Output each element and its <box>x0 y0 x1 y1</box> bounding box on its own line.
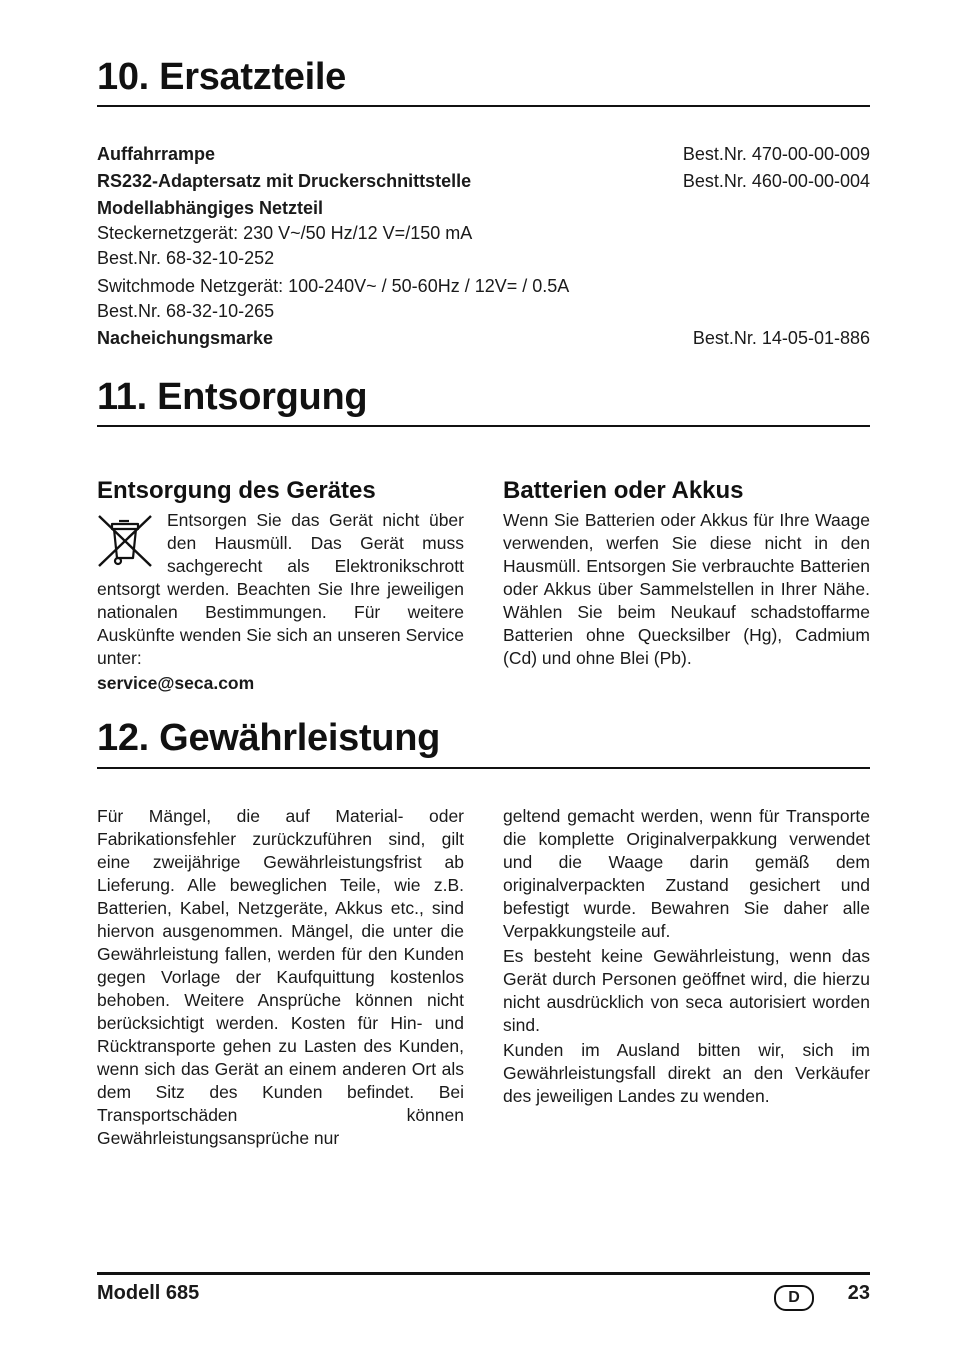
part-name: Modellabhängiges Netzteil <box>97 198 324 218</box>
section-11-title: 11. Entsorgung <box>97 376 368 418</box>
section-12-rule <box>97 767 870 769</box>
section-11-rule <box>97 425 870 427</box>
part-order-number: Best.Nr. 470-00-00-009 <box>682 144 870 164</box>
part-name: RS232-Adaptersatz mit Druckerschnittstelle <box>97 171 472 191</box>
part-order-number: Best.Nr. 460-00-00-004 <box>682 171 870 191</box>
icon-float-spacer <box>97 509 167 577</box>
language-badge: D <box>774 1285 814 1311</box>
part-order-number: Best.Nr. 14-05-01-886 <box>692 328 870 348</box>
section-10-title: 10. Ersatzteile <box>97 56 346 98</box>
disposal-text: Entsorgen Sie das Gerät nicht über den Hausmüll. Das Gerät muss sachgerecht als Elektronikschrott entsorgt werden. Beachten Sie Ihre jeweiligen nationalen Bestimmungen. Für weitere Auskünfte wenden Sie sich an unseren Service unter: service@seca.com <box>97 510 464 693</box>
section-12-title: 12. Gewährleistung <box>97 717 441 759</box>
part-name: Nacheichungsmarke <box>97 328 274 348</box>
warranty-text-right: geltend gemacht werden, wenn für Transporte die komplette Originalverpakkung verwendet und die Waage darin gemäß dem originalverpackten Zustand gesichert und befestigt wurde. Bewahren Sie daher alle Verpakkungsteile auf. Es besteht keine Gewährleistung, wenn das Gerät durch Personen geöffnet wird, die hierzu nicht ausdrücklich von seca autorisiert worden sind. Kunden im Ausland bitten wir, sich im Gewährleistungsfall direkt an den Verkäufer des jeweiligen Landes zu wenden. <box>503 806 870 1106</box>
part-name: Auffahrrampe <box>97 144 216 164</box>
battery-text: Wenn Sie Batterien oder Akkus für Ihre Waage verwenden, werfen Sie diese nicht in den Hausmüll. Entsorgen Sie verbrauchte Batterien oder Akkus über Sammelstellen in Ihrer Nähe. Wählen Sie beim Neukauf schadstoffarme Batterien ohne Quecksilber (Hg), Cadmium (Cd) und ohne Blei (Pb). <box>503 510 870 668</box>
footer-model: Modell 685 <box>97 1282 200 1304</box>
footer-rule <box>97 1272 870 1275</box>
disposal-heading: Entsorgung des Gerätes <box>97 477 376 504</box>
service-email[interactable]: service@seca.com <box>97 673 255 693</box>
page-number: 23 <box>847 1282 870 1304</box>
warranty-text-left: Für Mängel, die auf Material- oder Fabrikationsfehler zurückzuführen sind, gilt eine zweijährige Gewährleistungsfrist ab Lieferung. Alle beweglichen Teile, wie z.B. Batterien, Kabel, Netzgeräte, Akkus etc., sind hiervon ausgenommen. Mängel, die unter die Gewährleistung fallen, werden für den Kunden gegen Vorlage der Kaufquittung kostenlos behoben. Weitere Ansprüche können nicht berücksichtigt werden. Kosten für Hin- und Rücktransporte gehen zu Lasten des Kunden, wenn sich das Gerät an einem anderen Ort als dem Sitz des Kunden befindet. Bei Transportschäden können Gewährleistungsansprüche nur <box>97 806 464 1148</box>
battery-heading: Batterien oder Akkus <box>503 477 744 504</box>
section-10-rule <box>97 105 870 107</box>
